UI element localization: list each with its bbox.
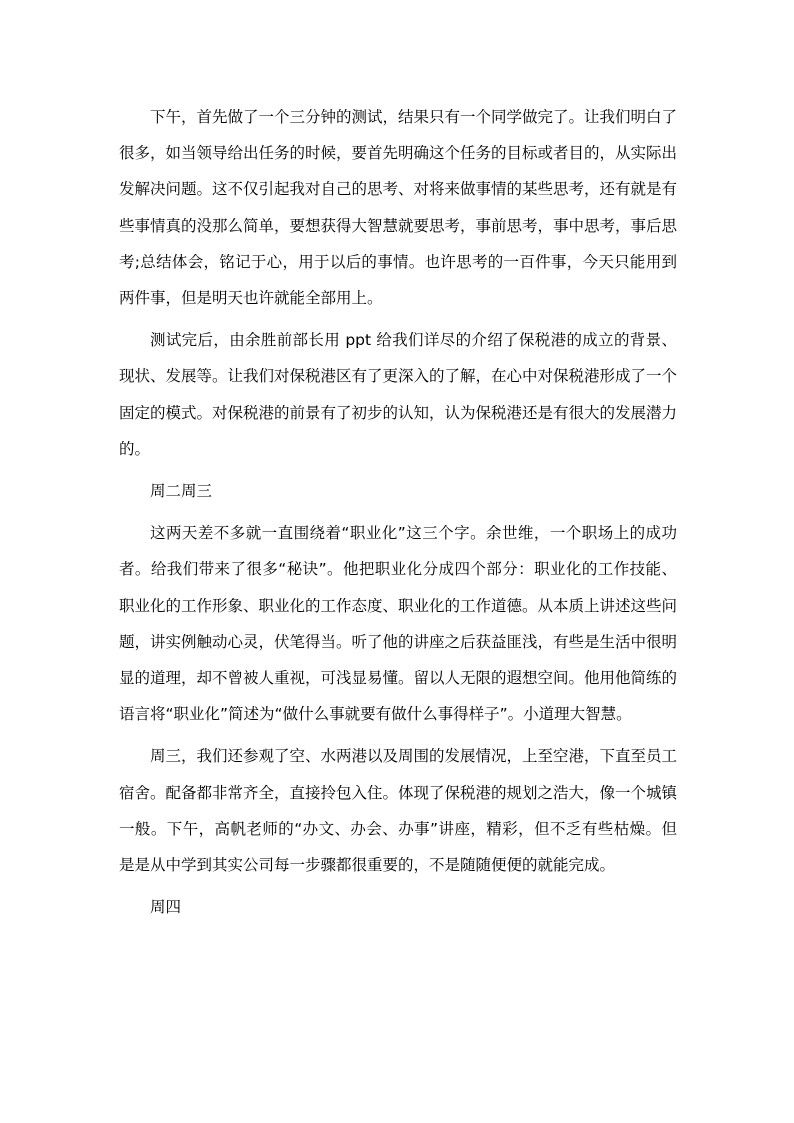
section-heading-thursday: 周四	[150, 898, 182, 917]
paragraph-afternoon-test: 下午，首先做了一个三分钟的测试，结果只有一个同学做完了。让我们明白了很多，如当领导给出任务的时候，要首先明确这个任务的目标或者目的，从实际出发解决问题。这不仅引起我对自己的思考、对将来做事情的某些思考，还有就是有些事情真的没那么简单，要想获得大智慧就要思考，事前思考，事中思考，事后思考;总结体会，铭记于心，用于以后的事情。也许思考的一百件事，今天只能用到两件事，但是明天也许就能全部用上。	[119, 108, 678, 308]
paragraph-professionalism: 这两天差不多就一直围绕着“职业化”这三个字。余世维，一个职场上的成功者。给我们带来了很多“秘诀”。他把职业化分成四个部分：职业化的工作技能、职业化的工作形象、职业化的工作态度、职业化的工作道德。从本质上讲述这些问题，讲实例触动心灵，伏笔得当。听了他的讲座之后获益匪浅，有些是生活中很明显的道理，却不曾被人重视，可浅显易懂。留以人无限的遐想空间。他用他简练的语言将“职业化”简述为“做什么事就要有做什么事得样子”。小道理大智慧。	[119, 524, 678, 724]
paragraph-port-visit: 周三，我们还参观了空、水两港以及周围的发展情况，上至空港，下直至员工宿舍。配备都非常齐全，直接拎包入住。体现了保税港的规划之浩大，像一个城镇一般。下午，高帆老师的“办文、办会、办事”讲座，精彩，但不乏有些枯燥。但是是从中学到其实公司每一步骤都很重要的，不是随随便便的就能完成。	[119, 747, 678, 875]
paragraph-bonded-port-intro: 测试完后，由余胜前部长用 ppt 给我们详尽的介绍了保税港的成立的背景、现状、发展等。让我们对保税港区有了更深入的了解，在心中对保税港形成了一个固定的模式。对保税港的前景有了初步的认知，认为保税港还是有很大的发展潜力的。	[119, 331, 678, 458]
section-heading-tue-wed: 周二周三	[150, 482, 213, 501]
document-body	[119, 99, 677, 931]
